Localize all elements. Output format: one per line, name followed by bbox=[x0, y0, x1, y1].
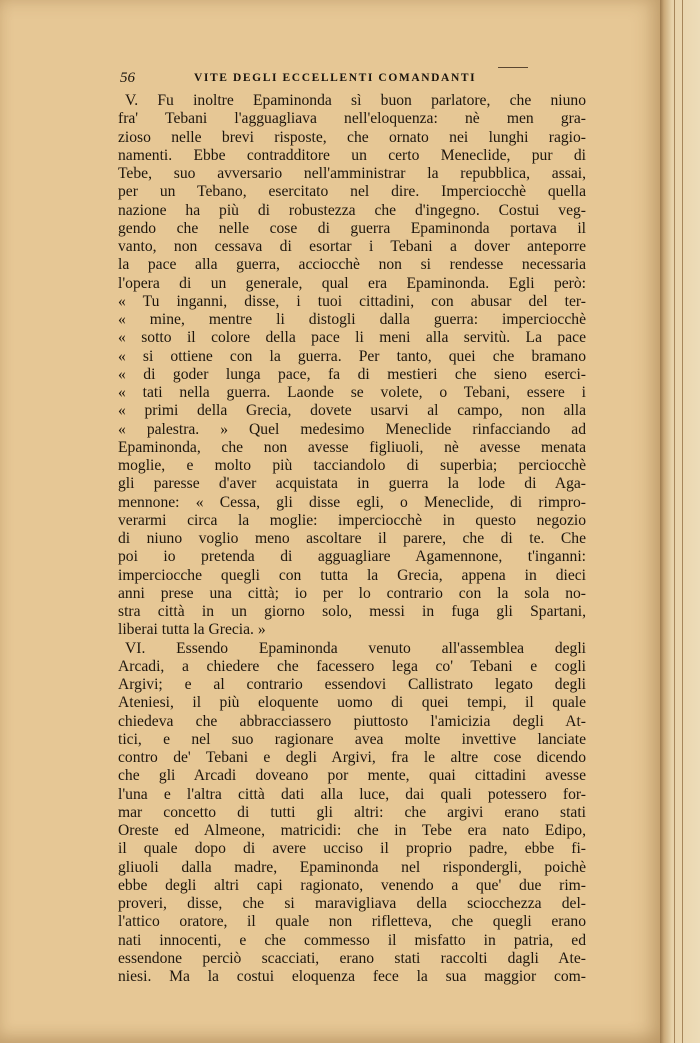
text-line: fra' Tebani l'agguagliava nell'eloquenza: nè men gra- bbox=[118, 110, 586, 128]
text-line: essendone perciò scacciati, erano stati raccolti dagli Ate- bbox=[118, 949, 586, 967]
text-line: gliuoli dalla madre, Epaminonda nel rispondergli, poichè bbox=[118, 858, 586, 876]
text-line: namenti. Ebbe contradditore un certo Meneclide, pur di bbox=[118, 146, 586, 164]
text-line: il quale dopo di avere ucciso il proprio padre, ebbe fi- bbox=[118, 840, 586, 858]
text-line: Argivi; e al contrario essendovi Callistrato legato degli bbox=[118, 676, 586, 693]
text-line: per un Tebano, esercitato nel dire. Imperciocchè quella bbox=[118, 183, 586, 201]
text-line: di niuno voglio meno ascoltare il parere, che di te. Che bbox=[118, 530, 586, 547]
text-line: proveri, disse, che si maravigliava della sciocchezza del- bbox=[118, 895, 586, 912]
text-line: nati innocenti, e che commesso il misfatto in patria, ed bbox=[118, 931, 586, 949]
text-line: stra città in un giorno solo, messi in fuga gli Spartani, bbox=[118, 603, 586, 620]
text-line: mennone: « Cessa, gli disse egli, o Meneclide, di rimpro- bbox=[118, 493, 586, 511]
page-header bbox=[120, 70, 582, 88]
text-line: chiedeva che abbracciassero piuttosto l'amicizia degli At- bbox=[118, 712, 586, 730]
text-line: mar concetto di tutti gli altri: che argivi erano stati bbox=[118, 803, 586, 821]
text-line: « palestra. » Quel medesimo Meneclide rinfacciando ad bbox=[118, 420, 586, 438]
text-line: VI. Essendo Epaminonda venuto all'assemblea degli bbox=[125, 639, 586, 657]
text-line: gendo che nelle cose di guerra Epaminonda portava il bbox=[118, 219, 586, 237]
text-line: « di goder lunga pace, fa di mestieri che sieno eserci- bbox=[118, 365, 586, 383]
text-line: zioso nelle brevi risposte, che ornato nei lunghi ragio- bbox=[118, 128, 586, 146]
text-line: contro de' Tebani e degli Argivi, fra le altre cose dicendo bbox=[118, 749, 586, 766]
text-line: Oreste ed Almeone, matricidi: che in Tebe era nato Edipo, bbox=[118, 822, 586, 839]
running-title: VITE DEGLI ECCELLENTI COMANDANTI bbox=[194, 72, 477, 84]
text-line: nazione ha più di robustezza che d'ingegno. Costui veg- bbox=[118, 201, 586, 219]
text-line: l'una e l'altra città dati alla luce, dai quali potessero for- bbox=[118, 785, 586, 803]
text-line: « primi della Grecia, dovete usarvi al campo, non alla bbox=[118, 402, 586, 420]
page-edge bbox=[660, 0, 700, 1043]
text-line: Arcadi, a chiedere che facessero lega co' Tebani e cogli bbox=[118, 657, 586, 675]
text-line: « sotto il colore della pace li meni alla servitù. La pace bbox=[118, 329, 586, 347]
text-line: poi io pretenda di agguagliare Agamennone, t'inganni: bbox=[118, 548, 586, 566]
text-line: la pace alla guerra, acciocchè non si rendesse necessaria bbox=[118, 256, 586, 274]
text-line: « Tu inganni, disse, i tuoi cittadini, con abusar del ter- bbox=[118, 292, 586, 310]
text-line: anni prese una città; io per lo contrario con la sola no- bbox=[118, 584, 586, 602]
text-line: V. Fu inoltre Epaminonda sì buon parlatore, che niuno bbox=[125, 92, 586, 109]
text-line: gli paresse d'aver acquistata in guerra la lode di Aga- bbox=[118, 475, 586, 493]
text-line: ebbe degli altri capi ragionato, venendo a que' due rim- bbox=[118, 876, 586, 894]
text-line: « tati nella guerra. Laonde se volete, o Tebani, essere i bbox=[118, 384, 586, 401]
text-line: verarmi circa la moglie: imperciocchè in questo negozio bbox=[118, 511, 586, 529]
text-line: l'attico oratore, il quale non rifletteva, che quegli erano bbox=[118, 913, 586, 931]
text-line: niesi. Ma la costui eloquenza fece la sua maggior com- bbox=[118, 968, 586, 985]
text-line: Epaminonda, che non avesse figliuoli, nè avesse menata bbox=[118, 438, 586, 456]
text-line: imperciocche quegli con tutta la Grecia, appena in dieci bbox=[118, 566, 586, 584]
header-rule bbox=[498, 67, 528, 68]
text-line: liberai tutta la Grecia. » bbox=[118, 621, 266, 639]
text-line: « si ottiene con la guerra. Per tanto, quei che bramano bbox=[118, 347, 586, 365]
text-line: Tebe, suo avversario nell'amministrar la repubblica, assai, bbox=[118, 165, 586, 182]
text-line: tici, e nel suo ragionare avea molte invettive lanciate bbox=[118, 730, 586, 748]
text-line: l'opera di un generale, qual era Epaminonda. Egli però: bbox=[118, 274, 586, 292]
text-line: moglie, e molto più tacciandolo di superbia; perciocchè bbox=[118, 457, 586, 474]
body-text bbox=[118, 92, 586, 986]
text-line: vanto, non cessava di esortar i Tebani a dover anteporre bbox=[118, 238, 586, 255]
text-line: Ateniesi, il più eloquente uomo di quei tempi, il quale bbox=[118, 694, 586, 712]
page-number: 56 bbox=[120, 70, 135, 86]
text-line: che gli Arcadi doveano por mente, quai cittadini avesse bbox=[118, 767, 586, 785]
text-line: « mine, mentre li distogli dalla guerra: imperciocchè bbox=[118, 311, 586, 328]
